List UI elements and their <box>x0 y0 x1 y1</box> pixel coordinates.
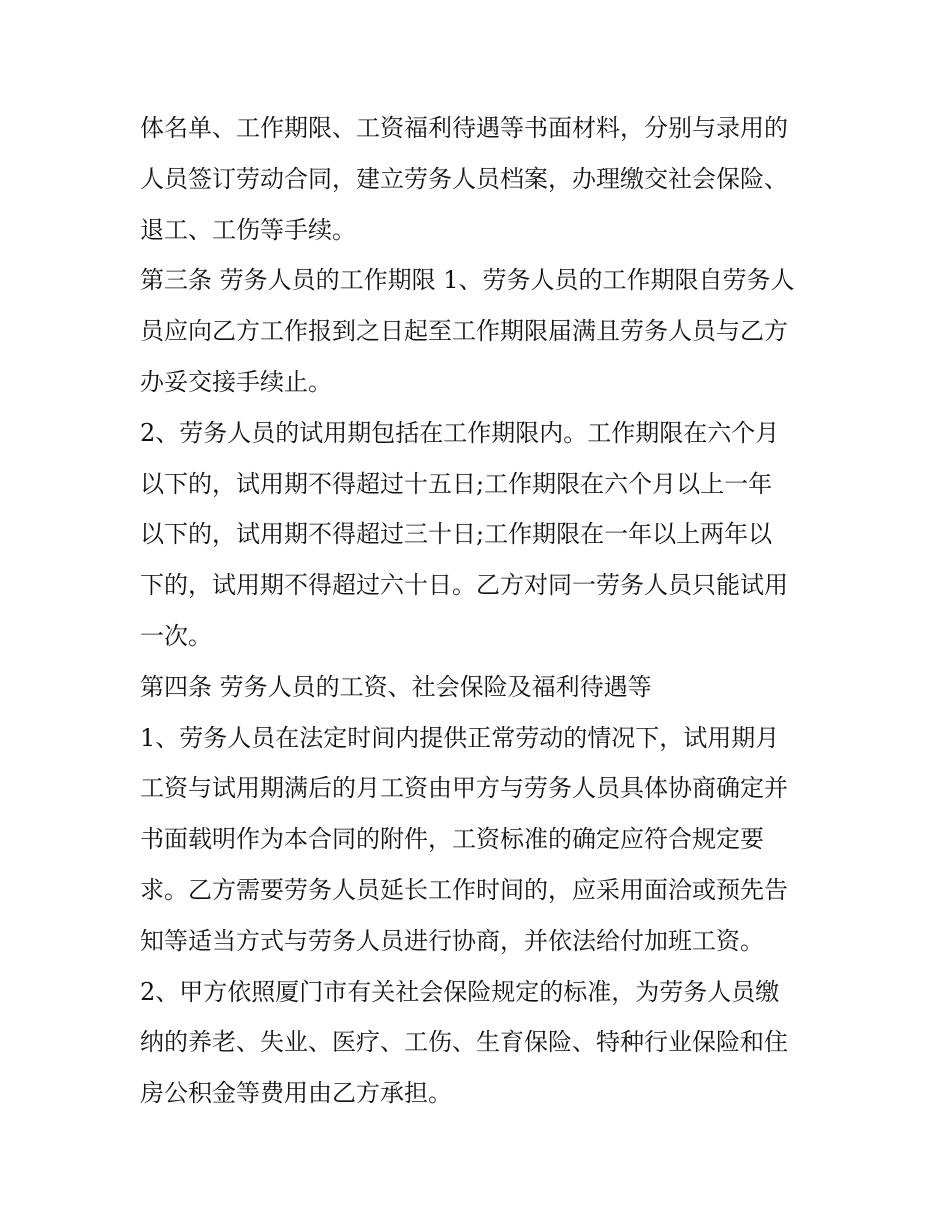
text-line: 体名单、工作期限、工资福利待遇等书面材料，分别与录用的 <box>140 114 788 142</box>
text-line: 办妥交接手续止。 <box>140 367 332 396</box>
text-line: 员应向乙方工作报到之日起至工作期限届满且劳务人员与乙方 <box>140 317 788 346</box>
text-line: 一次。 <box>140 621 212 650</box>
article-heading-line: 第三条 劳务人员的工作期限 1、劳务人员的工作期限自劳务人 <box>140 266 795 295</box>
text-line: 退工、工伤等手续。 <box>140 215 356 244</box>
text-line: 2、甲方依照厦门市有关社会保险规定的标准，为劳务人员缴 <box>140 977 780 1006</box>
text-line: 下的，试用期不得超过六十日。乙方对同一劳务人员只能试用 <box>140 571 788 600</box>
text-line: 工资与试用期满后的月工资由甲方与劳务人员具体协商确定并 <box>140 774 788 803</box>
document-body <box>140 103 820 1119</box>
text-line: 书面载明作为本合同的附件，工资标准的确定应符合规定要 <box>140 825 764 854</box>
text-line: 1、劳务人员在法定时间内提供正常劳动的情况下，试用期月 <box>140 723 780 752</box>
text-line: 以下的，试用期不得超过十五日;工作期限在六个月以上一年 <box>140 469 773 498</box>
text-line: 纳的养老、失业、医疗、工伤、生育保险、特种行业保险和住 <box>140 1028 788 1057</box>
text-line: 人员签订劳动合同，建立劳务人员档案，办理缴交社会保险、 <box>140 164 788 193</box>
text-line: 求。乙方需要劳务人员延长工作时间的，应采用面洽或预先告 <box>140 875 788 904</box>
text-line: 知等适当方式与劳务人员进行协商，并依法给付加班工资。 <box>140 926 764 955</box>
text-line: 房公积金等费用由乙方承担。 <box>140 1079 452 1108</box>
text-line: 以下的，试用期不得超过三十日;工作期限在一年以上两年以 <box>140 520 773 549</box>
text-line: 2、劳务人员的试用期包括在工作期限内。工作期限在六个月 <box>140 418 780 447</box>
article-heading-line: 第四条 劳务人员的工资、社会保险及福利待遇等 <box>140 672 652 701</box>
